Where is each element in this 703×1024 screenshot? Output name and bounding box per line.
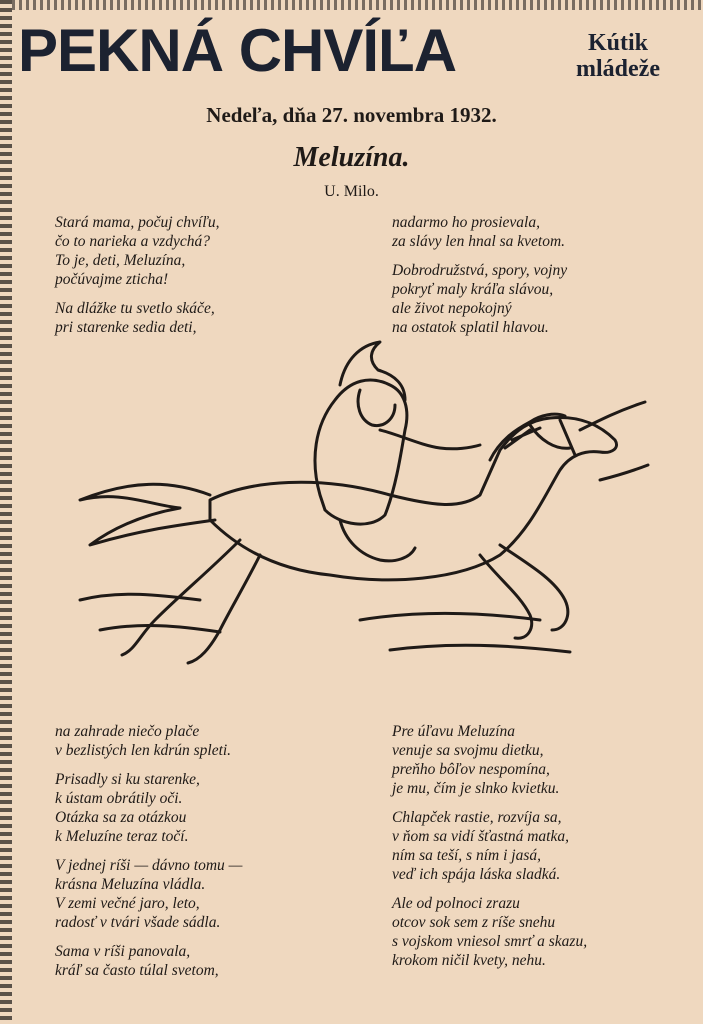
poem-line: k ústam obrátily oči.: [55, 790, 183, 807]
rider-arm: [380, 430, 480, 449]
poem-stanza: [392, 894, 692, 970]
poem-stanza: [55, 213, 335, 289]
issue-date: Nedeľa, dňa 27. novembra 1932.: [206, 103, 497, 127]
poem-column-2: [392, 213, 692, 347]
rider-hat: [340, 342, 405, 400]
poem-column-1: [55, 213, 335, 347]
poem-title: Meluzína.: [293, 142, 410, 173]
rider-boot: [340, 520, 415, 561]
poem-line: Prisadly si ku starenke,: [55, 771, 200, 788]
poem-line: Stará mama, počuj chvíľu,: [55, 214, 220, 231]
poem-line: Otázka sa za otázkou: [55, 809, 187, 826]
rider-beard: [358, 390, 395, 426]
poem-line: preňho bôľov nespomína,: [392, 761, 550, 778]
poem-line: veď ich spája láska sladká.: [392, 866, 561, 883]
rider-on-horse-illustration: [60, 330, 650, 700]
poem-stanza: [392, 213, 692, 251]
poem-line: s vojskom vniesol smrť a skazu,: [392, 933, 588, 950]
section-label-line2: mládeže: [576, 56, 660, 82]
poem-line: Sama v ríši panovala,: [55, 943, 191, 960]
poem-line: Ale od polnoci zrazu: [392, 895, 520, 912]
poem-line: ale život nepokojný: [392, 300, 512, 317]
poem-line: kráľ sa často túlal svetom,: [55, 962, 219, 979]
poem-line: ním sa teší, s ním i jasá,: [392, 847, 541, 864]
horse-mane: [490, 414, 565, 460]
horse-front-leg: [480, 555, 532, 638]
poem-line: venuje sa svojmu dietku,: [392, 742, 544, 759]
poem-line: pri starenke sedia deti,: [55, 319, 197, 336]
horse-bridle: [530, 420, 575, 455]
poem-line: V zemi večné jaro, leto,: [55, 895, 200, 912]
poem-line: Dobrodružstvá, spory, vojny: [392, 262, 568, 279]
poem-stanza: [392, 722, 692, 798]
poem-line: otcov sok sem z ríše snehu: [392, 914, 556, 931]
poem-line: krokom ničil kvety, nehu.: [392, 952, 546, 969]
poem-line: v bezlistých len kdrún spleti.: [55, 742, 232, 759]
masthead-title: PEKNÁ CHVÍĽA: [18, 17, 457, 84]
poem-stanza: [55, 856, 335, 932]
poem-line: radosť v tvári všade sádla.: [55, 914, 221, 931]
poem-line: krásna Meluzína vládla.: [55, 876, 206, 893]
rider-body: [315, 380, 407, 524]
poem-stanza: [55, 942, 335, 980]
poem-column-4: [392, 722, 692, 980]
poem-line: Pre úľavu Meluzína: [392, 723, 516, 740]
section-label-line1: Kútik: [587, 30, 649, 56]
poem-line: čo to narieka a vzdychá?: [55, 233, 210, 250]
poem-line: pokryť maly kráľa slávou,: [392, 281, 554, 298]
masthead: [18, 16, 693, 101]
poem-author: U. Milo.: [324, 183, 379, 200]
poem-stanza: [392, 808, 692, 884]
poem-line: Chlapček rastie, rozvíja sa,: [392, 809, 562, 826]
poem-line: počúvajme zticha!: [55, 271, 169, 288]
poem-stanza: [55, 722, 335, 760]
poem-column-3: [55, 722, 335, 990]
poem-line: za slávy len hnal sa kvetom.: [392, 233, 566, 250]
poem-stanza: [55, 770, 335, 846]
poem-line: To je, deti, Meluzína,: [55, 252, 186, 269]
section-label: [543, 30, 693, 82]
poem-line: na zahrade niečo plače: [55, 723, 200, 740]
poem-line: Na dlážke tu svetlo skáče,: [55, 300, 215, 317]
poem-line: v ňom sa vidí šťastná matka,: [392, 828, 569, 845]
poem-line: na ostatok splatil hlavou.: [392, 319, 549, 336]
ornamental-border-top: [12, 0, 703, 10]
poem-line: je mu, čím je slnko kvietku.: [392, 780, 560, 797]
poem-line: V jednej ríši — dávno tomu —: [55, 857, 243, 874]
poem-stanza: [392, 261, 692, 337]
poem-line: nadarmo ho prosievala,: [392, 214, 540, 231]
horse-tail: [80, 484, 215, 545]
poem-line: k Meluzíne teraz točí.: [55, 828, 189, 845]
